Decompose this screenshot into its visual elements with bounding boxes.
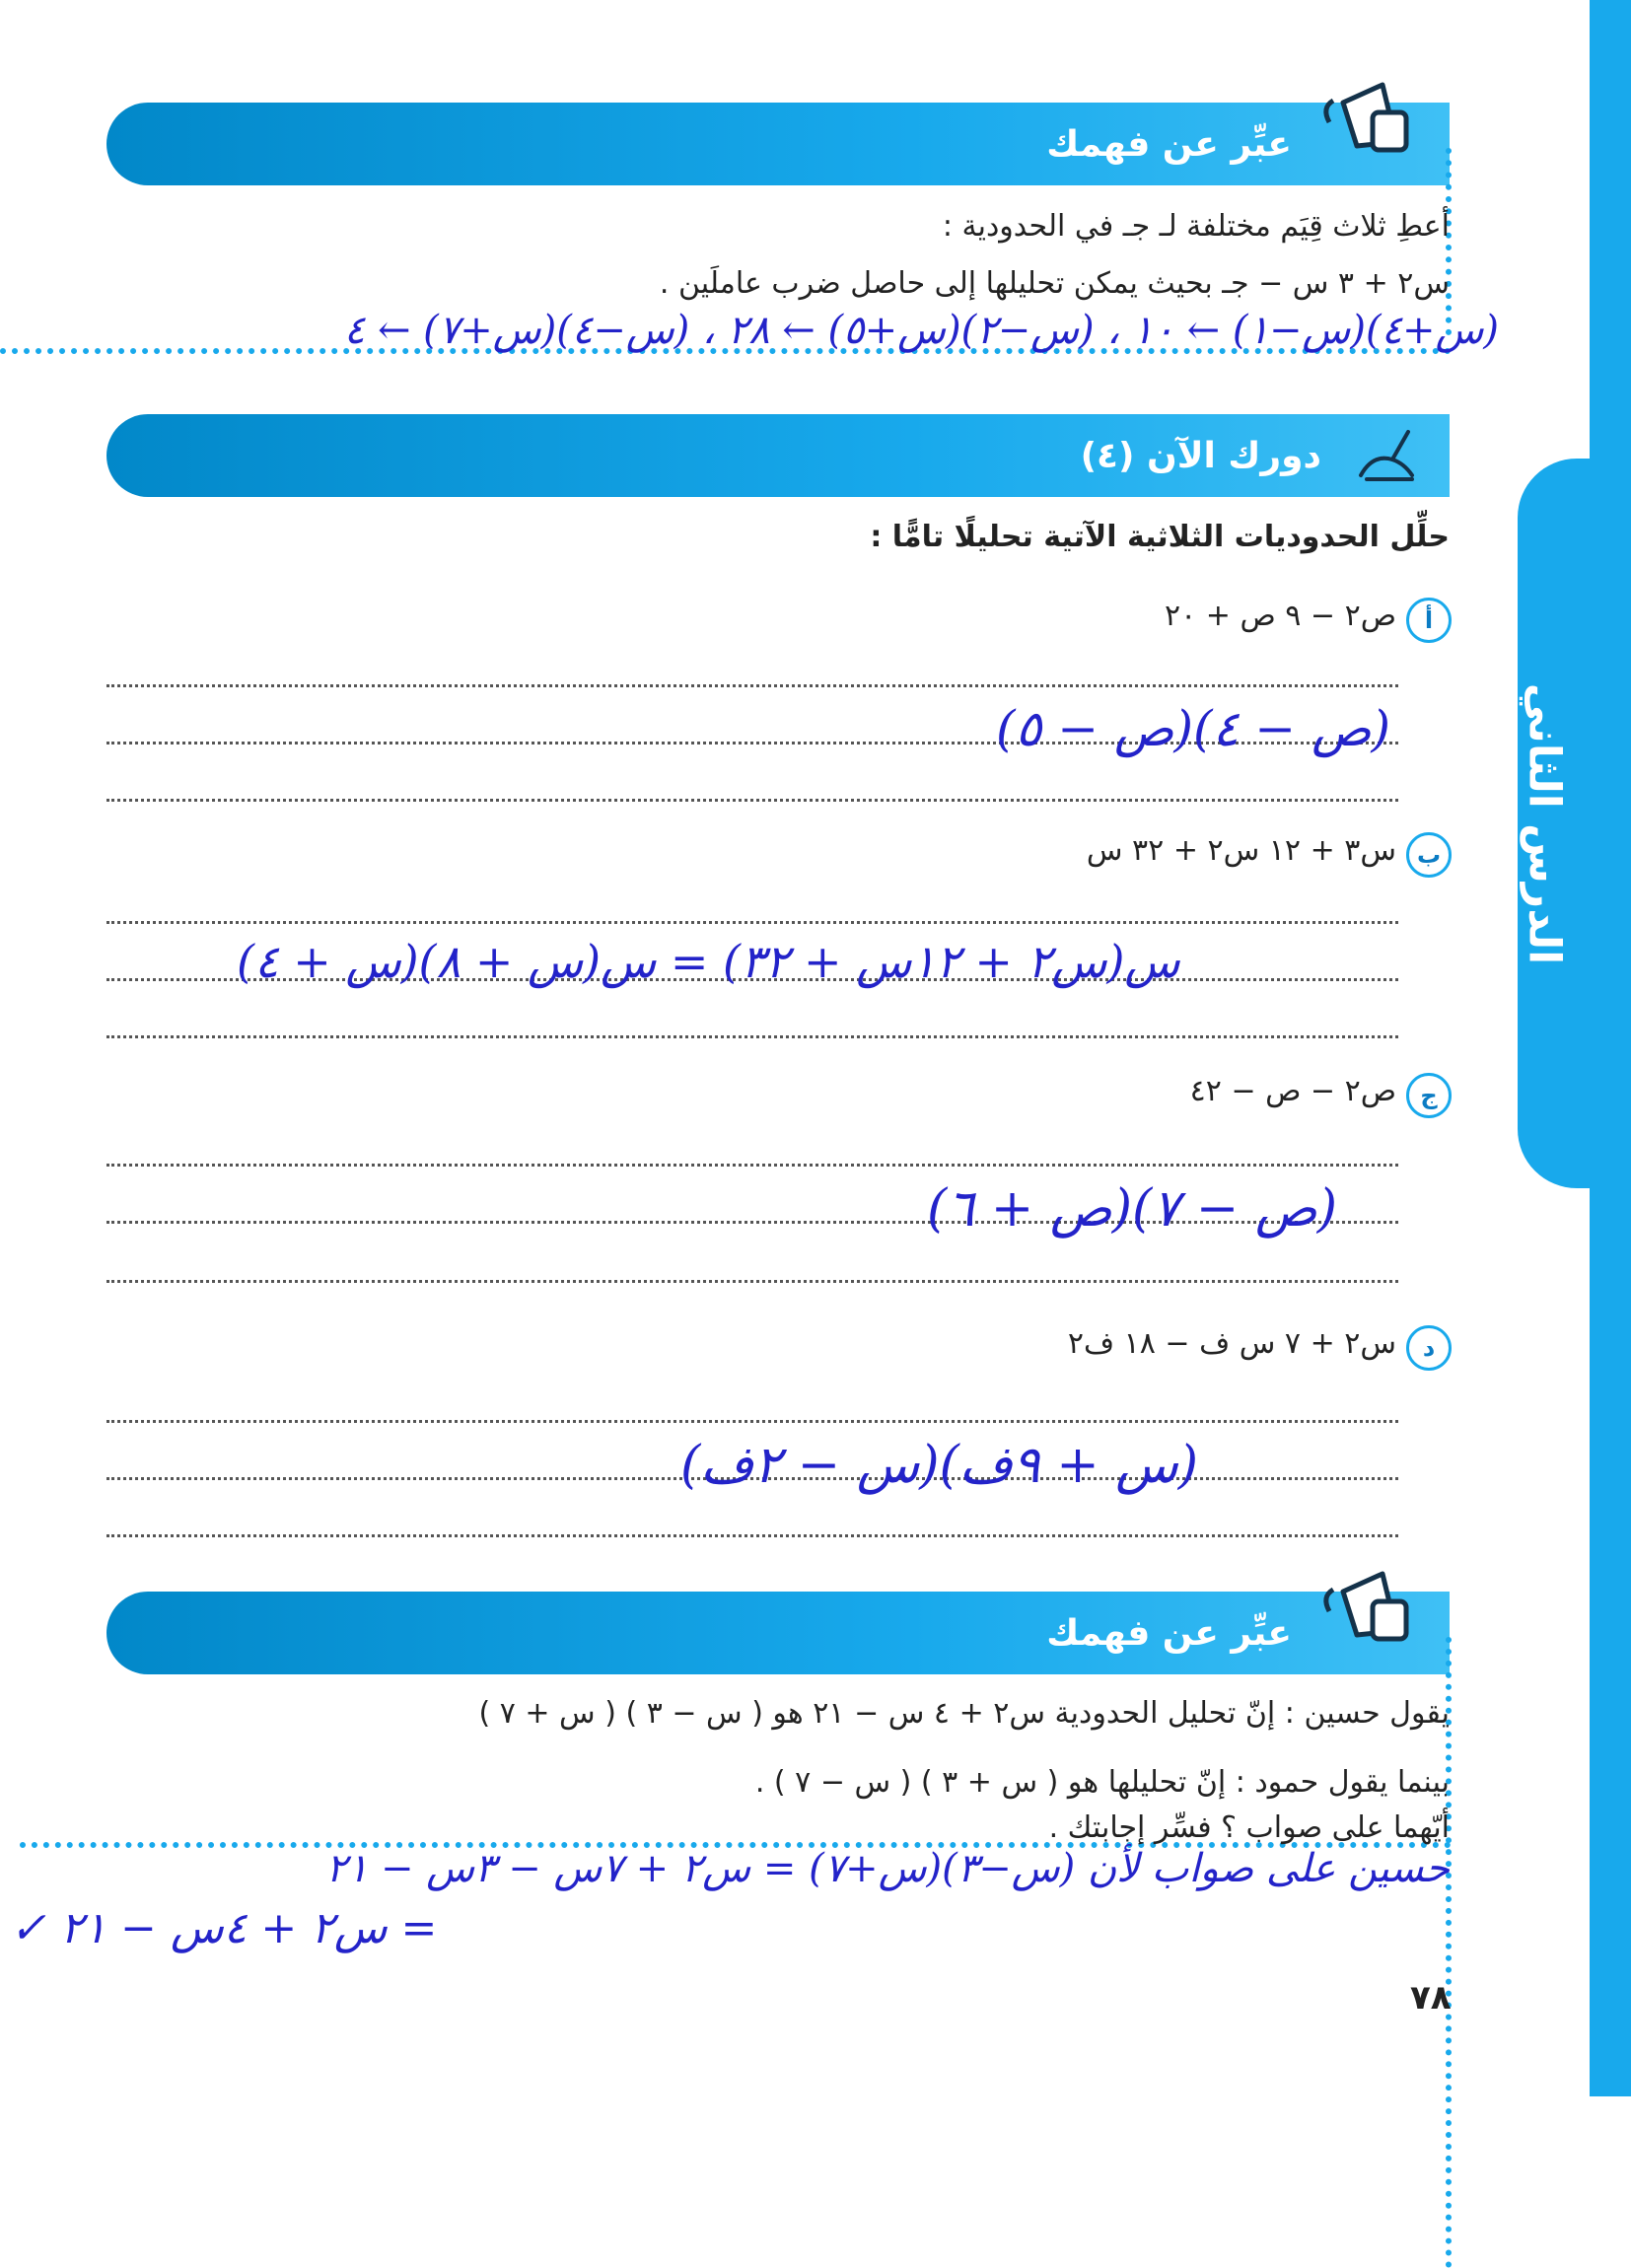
handwritten-answer-d: (س + ٩ف)(س − ٢ف) <box>680 1436 1199 1495</box>
question-label-d: د <box>1406 1325 1452 1371</box>
answer-line <box>106 921 1398 924</box>
express-understanding-banner-1 <box>106 103 1450 185</box>
your-turn-banner <box>106 414 1450 497</box>
banner-title: عبِّر عن فهمك <box>1046 1612 1292 1654</box>
answer-line <box>106 799 1398 802</box>
writing-hand-icon <box>1343 414 1426 497</box>
section3-handwritten-answer-2: = س٢ + ٤س − ٢١ ✓ <box>10 1903 438 1953</box>
answer-line <box>106 1420 1398 1423</box>
question-expression-b: س٣ + ١٢ س٢ + ٣٢ س <box>1086 833 1396 868</box>
express-understanding-banner-2 <box>106 1592 1450 1674</box>
section1-line1: أعطِ ثلاث قِيَم مختلفة لـ جـ في الحدودية : <box>942 209 1450 244</box>
section3-handwritten-answer-1: حسين على صواب لأن (س−٣)(س+٧) = س٢ + ٧س − ٣س − ٢١ <box>325 1846 1450 1891</box>
answer-line <box>106 684 1398 687</box>
answer-line <box>106 1280 1398 1283</box>
section1-line2: س٢ + ٣ س − جـ بحيث يمكن تحليلها إلى حاصل ضرب عاملَين . <box>659 266 1450 301</box>
section3-line3: أيّهما على صواب ؟ فسِّر إجابتك . <box>1048 1810 1450 1845</box>
question-label-c: ج <box>1406 1073 1452 1118</box>
megaphone-icon <box>1313 63 1432 181</box>
section3-line1: يقول حسين : إنّ تحليل الحدودية س٢ + ٤ س − ٢١ هو ( س − ٣ ) ( س + ٧ ) <box>478 1696 1450 1731</box>
banner-title: عبِّر عن فهمك <box>1046 123 1292 165</box>
answer-line <box>106 1534 1398 1537</box>
handwritten-answer-c: (ص − ٧)(ص + ٦) <box>927 1179 1338 1239</box>
question-expression-c: ص٢ − ص − ٤٢ <box>1189 1074 1396 1108</box>
answer-line <box>106 1164 1398 1167</box>
question-expression-d: س٢ + ٧ س ف − ١٨ ف٢ <box>1067 1326 1396 1361</box>
question-expression-a: ص٢ − ٩ ص + ٢٠ <box>1165 599 1396 633</box>
megaphone-icon <box>1313 1552 1432 1670</box>
question-label-a: أ <box>1406 598 1452 643</box>
handwritten-answer-b: س(س٢ + ١٢س + ٣٢) = س(س + ٨)(س + ٤) <box>237 935 1180 988</box>
section1-handwritten-answer: (س+٤)(س−١) ← ١٠ ، (س−٢)(س+٥) ← ٢٨ ، (س−٤)(س+٧) ← ٤ <box>343 308 1499 353</box>
page-number: ٧٨ <box>1410 1978 1452 2018</box>
handwritten-answer-a: (ص − ٤)(ص − ٥) <box>996 700 1391 757</box>
banner-title: دورك الآن (٤) <box>1080 435 1321 476</box>
instruction-text: حلِّل الحدوديات الثلاثية الآتية تحليلًا تامًّا : <box>870 520 1450 554</box>
section3-border <box>1446 1637 1452 2268</box>
section3-line2: بينما يقول حمود : إنّ تحليلها هو ( س + ٣ ) ( س − ٧ ) . <box>754 1765 1450 1800</box>
question-label-b: ب <box>1406 832 1452 878</box>
answer-line <box>106 1035 1398 1038</box>
